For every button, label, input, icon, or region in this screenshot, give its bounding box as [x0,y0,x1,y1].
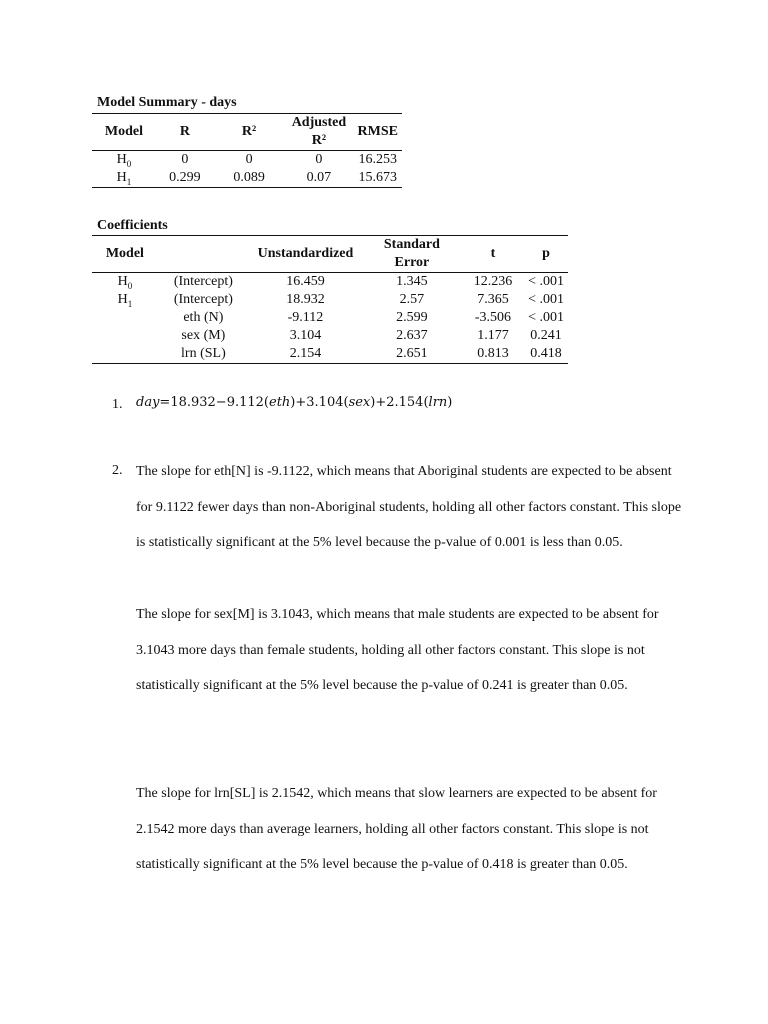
model-cell: $H_1$ [92,169,156,188]
answer-list [0,386,768,873]
model-cell [92,309,158,327]
p-cell: < .001 [528,310,564,325]
t-cell: 7.365 [477,292,509,307]
table-row [92,151,402,170]
regression-equation: day=18.932−9.112(eth)+3.104(sex)+2.154(lrn) [136,395,453,410]
se-cell: 2.599 [396,310,428,325]
table-row [92,273,568,292]
paragraph-eth: The slope for eth[N] is -9.1122, which means that Aboriginal students are expected to be absent for 9.1122 fewer days than non-Aboriginal students, holding all other factors constant. This slope is statistically significant at the 5% level because the p-value of 0.001 is less than 0.05. [136,464,682,551]
model-cell: $H_0$ [116,152,132,169]
table-row [92,309,568,327]
paragraph-sex: The slope for sex[M] is 3.1043, which means that male students are expected to be absent for 3.1043 more days than female students, holding all other factors constant. This slope is not statistically significant at the 5% level because the p-value of 0.241 is greater than 0.05. [136,607,659,694]
col-unstandardized: Unstandardized [249,236,362,273]
estimate-cell: 2.154 [249,345,362,364]
model-summary-table [92,113,402,188]
estimate-cell: 3.104 [289,328,322,343]
estimate-cell: 18.932 [286,292,325,307]
item-number: 2. [112,463,123,478]
rmse-cell: 16.253 [358,152,398,167]
table-row [92,291,568,309]
adj-r2-cell: 0.07 [284,169,353,188]
estimate-cell: -9.112 [287,310,324,325]
r2-cell: 0 [245,152,253,167]
term-cell: (Intercept) [173,274,233,289]
list-item [0,386,768,426]
t-cell: 12.236 [473,274,513,289]
table-row [92,327,568,345]
se-cell: 2.57 [399,292,425,307]
r2-cell: 0.089 [214,169,284,188]
model-summary-header-row [92,114,402,151]
model-cell [92,345,158,364]
coefficients-table [92,235,568,364]
r-cell: 0 [181,152,189,167]
col-p: p [524,236,568,273]
col-r2: R² [214,114,284,151]
model-cell: $H_0$ [117,274,133,291]
se-cell: 1.345 [396,274,428,289]
col-adjusted-r2: Adjusted R² [284,114,353,151]
item-number: 1. [112,397,123,412]
p-cell: < .001 [528,292,564,307]
term-cell: (Intercept) [173,292,233,307]
p-cell: 0.418 [524,345,568,364]
col-r: R [156,114,214,151]
r-cell: 0.299 [156,169,214,188]
p-cell: 0.241 [530,328,562,343]
term-cell: sex (M) [181,328,226,343]
term-cell: eth (N) [183,310,224,325]
col-term [158,236,249,273]
adj-r2-cell: 0 [315,152,323,167]
col-rmse: RMSE [354,114,402,151]
col-model: Model [92,236,158,273]
model-cell: $H_1$ [117,292,133,309]
rmse-cell: 15.673 [354,169,402,188]
col-standard-error: Standard Error [362,236,462,273]
t-cell: 0.813 [462,345,524,364]
se-cell: 2.637 [396,328,428,343]
paragraph-lrn: The slope for lrn[SL] is 2.1542, which means that slow learners are expected to be absent for 2.1542 more days than average learners, holding all other factors constant. This slope is not statistically significant at the 5% level because the p-value of 0.418 is greater than 0.05. [136,786,657,873]
col-model: Model [92,114,156,151]
model-cell [92,327,158,345]
t-cell: 1.177 [477,328,509,343]
coefficients-header-row [92,236,568,273]
term-cell: lrn (SL) [158,345,249,364]
t-cell: -3.506 [474,310,512,325]
table-row [92,169,402,188]
coefficients-title: Coefficients [97,218,168,233]
estimate-cell: 16.459 [286,274,325,289]
table-row [92,345,568,364]
p-cell: < .001 [528,274,564,289]
se-cell: 2.651 [362,345,462,364]
col-t: t [462,236,524,273]
model-summary-title: Model Summary - days [97,95,237,110]
